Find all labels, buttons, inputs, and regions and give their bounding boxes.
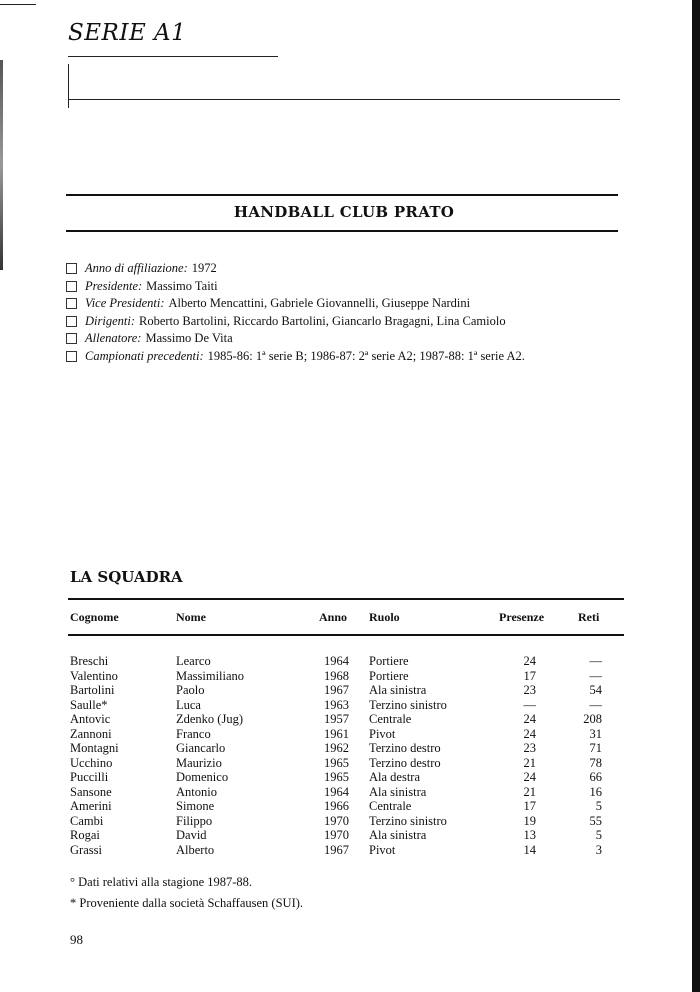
table-row (68, 785, 624, 800)
info-item (66, 348, 626, 366)
cell-anno: 1965 (324, 770, 349, 784)
cell-cognome: Saulle* (70, 697, 108, 712)
cell-presenze: 21 (523, 755, 536, 770)
cell-presenze: 13 (523, 828, 536, 842)
page-right-edge (686, 0, 700, 992)
header-cognome: Cognome (70, 610, 119, 624)
page-number: 98 (70, 932, 83, 947)
cell-reti: — (589, 668, 602, 683)
cell-reti: 66 (589, 770, 602, 784)
header-nome: Nome (176, 610, 206, 624)
cell-reti: 31 (589, 726, 602, 741)
info-label: Presidente: (85, 278, 143, 293)
cell-ruolo: Terzino sinistro (369, 697, 447, 712)
cell-ruolo: Terzino destro (369, 741, 441, 755)
cell-nome: Paolo (176, 683, 205, 697)
cell-reti: 3 (595, 842, 602, 857)
cell-nome: Massimiliano (176, 668, 245, 683)
header-box-left-rule (68, 64, 69, 108)
table-row (68, 756, 624, 771)
cell-cognome: Zannoni (70, 726, 112, 741)
info-label: Anno di affiliazione: (85, 261, 188, 275)
cell-anno: 1967 (324, 842, 349, 857)
cell-reti: 16 (589, 784, 602, 799)
cell-reti: 208 (583, 712, 602, 726)
cell-reti: 78 (589, 755, 602, 770)
cell-nome: Giancarlo (176, 741, 226, 755)
squad-table-header (68, 598, 624, 636)
checkbox-square-icon (66, 263, 77, 274)
squad-title: LA SQUADRA (70, 568, 183, 586)
cell-presenze: 21 (523, 784, 536, 799)
table-row (68, 727, 624, 742)
cell-anno: 1962 (324, 741, 349, 755)
cell-cognome: Bartolini (70, 683, 115, 697)
cell-cognome: Valentino (70, 668, 118, 683)
cell-presenze: 23 (523, 683, 536, 697)
info-value: 1972 (191, 261, 217, 275)
info-label: Dirigenti: (85, 313, 135, 328)
checkbox-square-icon (66, 333, 77, 344)
cell-nome: Franco (176, 726, 211, 741)
cell-reti: 55 (589, 813, 602, 828)
cell-anno: 1970 (324, 828, 349, 842)
cell-presenze: 24 (523, 726, 536, 741)
cell-nome: Antonio (176, 784, 217, 799)
table-row (68, 770, 624, 785)
cell-presenze: 24 (523, 770, 536, 784)
header-ruolo: Ruolo (369, 610, 400, 624)
cell-nome: Learco (176, 654, 211, 668)
cell-ruolo: Portiere (369, 668, 409, 683)
cell-ruolo: Portiere (369, 654, 409, 668)
header-box-top-rule (68, 56, 278, 57)
cell-reti: — (589, 654, 602, 668)
table-row (68, 828, 624, 843)
cell-cognome: Amerini (70, 799, 112, 813)
info-label: Allenatore: (85, 331, 142, 345)
page-left-edge (0, 0, 6, 992)
cell-reti: 71 (589, 741, 602, 755)
cell-nome: Simone (176, 799, 215, 813)
section-title: SERIE A1 (68, 20, 187, 46)
info-item (66, 313, 626, 331)
club-top-rule (66, 194, 618, 196)
table-row (68, 843, 624, 858)
club-info-list (66, 260, 626, 365)
cell-reti: 5 (595, 828, 602, 842)
header-presenze: Presenze (499, 610, 545, 624)
cell-presenze: 17 (523, 799, 536, 813)
cell-presenze: 17 (523, 668, 536, 683)
cell-anno: 1967 (324, 683, 349, 697)
table-row (68, 698, 624, 713)
table-row (68, 654, 624, 669)
cell-cognome: Rogai (70, 828, 100, 842)
info-item (66, 330, 626, 348)
cell-anno: 1964 (324, 654, 349, 668)
cell-anno: 1970 (324, 813, 349, 828)
table-row (68, 669, 624, 684)
info-label: Vice Presidenti: (85, 296, 165, 310)
table-row (68, 712, 624, 727)
cell-presenze: 24 (523, 712, 536, 726)
cell-anno: 1957 (324, 712, 349, 726)
info-item (66, 260, 626, 278)
club-name: HANDBALL CLUB PRATO (233, 203, 455, 221)
cell-anno: 1966 (324, 799, 349, 813)
cell-anno: 1964 (324, 784, 349, 799)
cell-cognome: Antovic (70, 712, 111, 726)
cell-nome: Domenico (176, 770, 229, 784)
cell-nome: Zdenko (Jug) (176, 712, 243, 726)
cell-reti: 5 (595, 799, 602, 813)
cell-ruolo: Ala sinistra (369, 683, 427, 697)
cell-ruolo: Pivot (369, 726, 396, 741)
cell-reti: 54 (589, 683, 602, 697)
table-row (68, 814, 624, 829)
cell-presenze: 23 (523, 741, 536, 755)
cell-ruolo: Ala destra (369, 770, 421, 784)
checkbox-square-icon (66, 298, 77, 309)
club-bottom-rule (66, 230, 618, 232)
cell-presenze: 24 (523, 654, 536, 668)
info-value: Massimo Taiti (146, 278, 218, 293)
footnote-stagione: ° Dati relativi alla stagione 1987-88. (70, 875, 253, 889)
cell-nome: Filippo (176, 813, 213, 828)
cell-cognome: Puccilli (70, 770, 109, 784)
cell-cognome: Cambi (70, 813, 104, 828)
info-value: Massimo De Vita (145, 331, 233, 345)
cell-cognome: Sansone (70, 784, 112, 799)
checkbox-square-icon (66, 316, 77, 327)
cell-cognome: Grassi (70, 842, 102, 857)
cell-presenze: — (523, 697, 536, 712)
checkbox-square-icon (66, 281, 77, 292)
table-row (68, 683, 624, 698)
info-value: Roberto Bartolini, Riccardo Bartolini, Giancarlo Bragagni, Lina Camiolo (139, 313, 506, 328)
cell-nome: Luca (176, 697, 201, 712)
cell-nome: Alberto (176, 842, 215, 857)
cell-presenze: 14 (523, 842, 536, 857)
cell-ruolo: Ala sinistra (369, 784, 427, 799)
cell-ruolo: Pivot (369, 842, 396, 857)
header-box-bottom-rule (68, 99, 620, 100)
cell-ruolo: Terzino destro (369, 755, 441, 770)
squad-table-body (68, 654, 624, 857)
footnote-provenienza: * Proveniente dalla società Schaffausen (SUI). (70, 896, 304, 910)
header-anno: Anno (319, 610, 348, 624)
header-reti: Reti (578, 610, 600, 624)
cell-ruolo: Ala sinistra (369, 828, 427, 842)
cell-ruolo: Centrale (369, 712, 412, 726)
cell-nome: Maurizio (176, 755, 222, 770)
info-value: 1985-86: 1ª serie B; 1986-87: 2ª serie A2; 1987-88: 1ª serie A2. (207, 348, 525, 363)
checkbox-square-icon (66, 351, 77, 362)
cell-reti: — (589, 697, 602, 712)
info-value: Alberto Mencattini, Gabriele Giovannelli, Giuseppe Nardini (168, 296, 471, 310)
cell-anno: 1968 (324, 668, 349, 683)
cell-anno: 1961 (324, 726, 349, 741)
cell-presenze: 19 (523, 813, 536, 828)
cell-cognome: Breschi (70, 654, 109, 668)
info-label: Campionati precedenti: (85, 348, 204, 363)
cell-anno: 1965 (324, 755, 349, 770)
cell-ruolo: Centrale (369, 799, 412, 813)
table-row (68, 741, 624, 756)
table-row (68, 799, 624, 814)
cell-nome: David (176, 828, 207, 842)
info-item (66, 278, 626, 296)
cell-cognome: Ucchino (70, 755, 113, 770)
cell-ruolo: Terzino sinistro (369, 813, 447, 828)
cell-cognome: Montagni (70, 741, 119, 755)
info-item (66, 295, 626, 313)
cell-anno: 1963 (324, 697, 349, 712)
squad-table (68, 598, 624, 857)
